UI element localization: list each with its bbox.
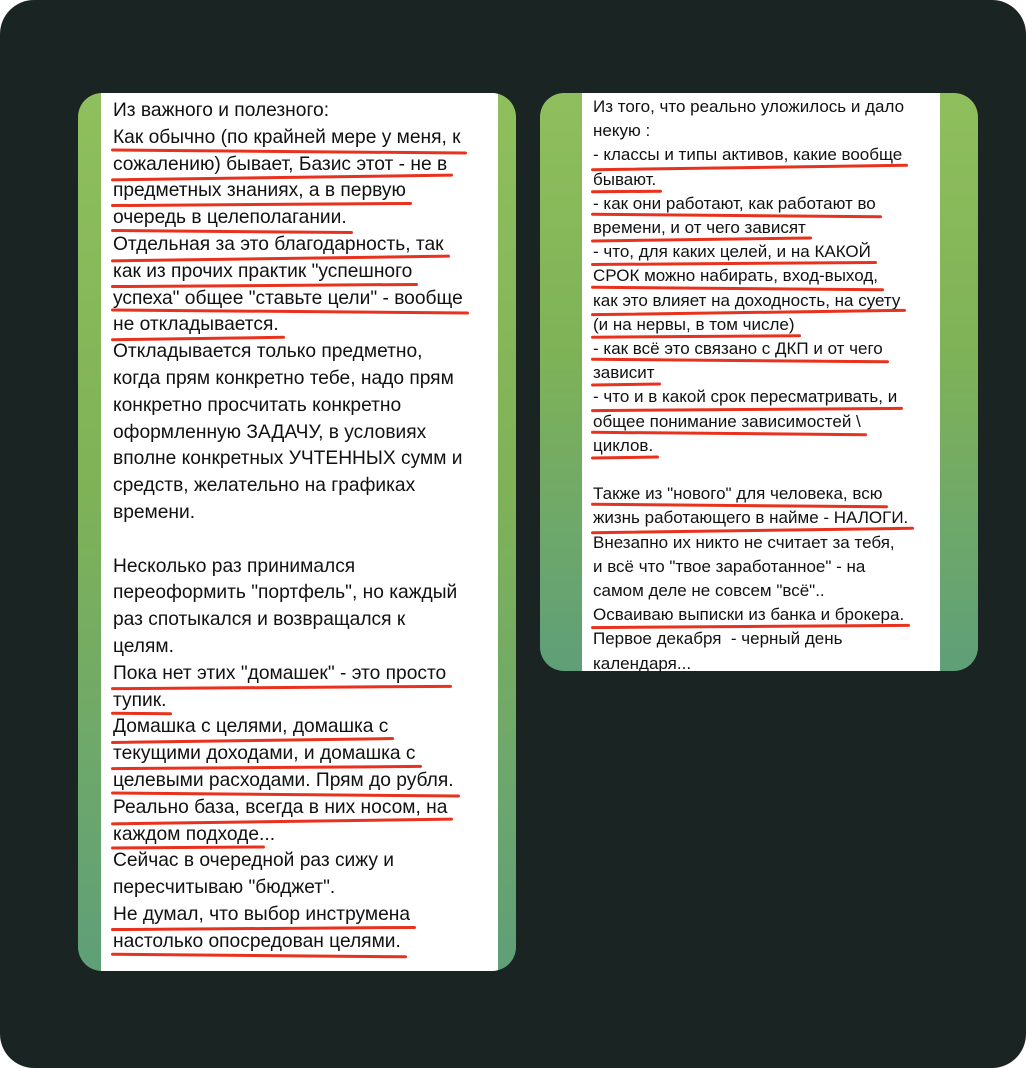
plain-text: пересчитываю "бюджет". xyxy=(113,877,336,899)
plain-text: вполне конкретных УЧТЕННЫХ сумм и xyxy=(113,448,463,470)
underlined-text: как это влияет на доходность, на суету xyxy=(593,289,900,313)
plain-text: времени. xyxy=(113,501,196,523)
right_card-line xyxy=(593,603,908,627)
right_card-line xyxy=(593,385,908,409)
underlined-text: Домашка с целями, домашка с xyxy=(113,714,388,741)
left_card-line xyxy=(113,312,463,339)
left_card-line xyxy=(113,446,463,473)
left_card-line xyxy=(113,902,463,929)
left_card-line xyxy=(113,848,463,875)
left_card-line xyxy=(113,661,463,688)
right_card-line xyxy=(593,289,908,313)
plain-text: целям. xyxy=(113,635,174,657)
left_card-line xyxy=(113,929,463,956)
underlined-text: каждом подходе xyxy=(113,822,259,849)
plain-text: некую : xyxy=(593,121,651,141)
underlined-text: - как всё это связано с ДКП и от чего xyxy=(593,337,883,361)
underlined-text: Реально база, всегда в них носом, на xyxy=(113,795,447,822)
left_card-line xyxy=(113,741,463,768)
right_card-line xyxy=(593,555,908,579)
right_card-line xyxy=(593,434,908,458)
underlined-text: настолько опосредован целями. xyxy=(113,929,401,956)
left_card-line xyxy=(113,420,463,447)
underlined-text: тупик. xyxy=(113,688,166,715)
left_card-line xyxy=(113,98,463,125)
left_card-line xyxy=(113,714,463,741)
right_card-line xyxy=(593,410,908,434)
underlined-text: бывают. xyxy=(593,168,656,192)
underlined-text: времени, и от чего зависят xyxy=(593,216,806,240)
left_card-line xyxy=(113,875,463,902)
left_card-line xyxy=(113,795,463,822)
plain-text: Первое декабря - черный день xyxy=(593,629,843,649)
plain-text: Сейчас в очередной раз сижу и xyxy=(113,850,394,872)
right_card-line xyxy=(593,119,908,143)
left_card-line xyxy=(113,152,463,179)
right_card-line xyxy=(593,143,908,167)
underlined-text: зависит xyxy=(593,361,655,385)
underlined-text: целевыми расходами. Прям до рубля. xyxy=(113,768,454,795)
left_card-line xyxy=(113,339,463,366)
plain-text: Внезапно их никто не считает за тебя, xyxy=(593,532,895,552)
right_card-line xyxy=(593,168,908,192)
underlined-text: - классы и типы активов, какие вообще xyxy=(593,143,902,167)
plain-text: конкретно просчитать конкретно xyxy=(113,394,402,416)
underlined-text: как из прочих практик "успешного xyxy=(113,259,412,286)
underlined-text: сожалению) бывает, Базис этот - не в xyxy=(113,152,447,179)
left_card-line xyxy=(113,125,463,152)
plain-text: Из того, что реально уложилось и дало xyxy=(593,97,905,116)
underlined-text: - как они работают, как работают во xyxy=(593,192,876,216)
text-tail: ... xyxy=(259,823,276,845)
right_card-line xyxy=(593,264,908,288)
left_card-line xyxy=(113,393,463,420)
plain-text: Несколько раз принимался xyxy=(113,555,356,577)
left-message-card xyxy=(78,93,516,971)
underlined-text: очередь в целеполагании. xyxy=(113,205,347,232)
underlined-text: общее понимание зависимостей \ xyxy=(593,410,861,434)
left_card-line xyxy=(113,688,463,715)
left_card-line xyxy=(113,232,463,259)
plain-text: Откладывается только предметно, xyxy=(113,341,423,363)
left-message-text xyxy=(113,98,463,956)
left_card-line xyxy=(113,205,463,232)
left_card-line xyxy=(113,634,463,661)
right_card-line xyxy=(593,579,908,603)
underlined-text: Отдельная за это благодарность, так xyxy=(113,232,444,259)
left_card-line xyxy=(113,500,463,527)
underlined-text: Осваиваю выписки из банка и брокера. xyxy=(593,603,904,627)
plain-text: Из важного и полезного: xyxy=(113,100,330,121)
underlined-text: текущими доходами, и домашка с xyxy=(113,741,416,768)
plain-text: и всё что "твое заработанное" - на xyxy=(593,556,866,576)
left_card-line xyxy=(113,768,463,795)
left_card-line xyxy=(113,178,463,205)
right_card-line xyxy=(593,506,908,530)
underlined-text: (и на нервы, в том числе) xyxy=(593,313,795,337)
left_card-line xyxy=(113,580,463,607)
right_card-line xyxy=(593,240,908,264)
underlined-text: СРОК можно набирать, вход-выход, xyxy=(593,264,878,288)
underlined-text: Также из "нового" для человека, всю xyxy=(593,482,882,506)
plain-text: переоформить "портфель", но каждый xyxy=(113,582,458,604)
plain-text: раз спотыкался и возвращался к xyxy=(113,609,406,631)
right_card-line xyxy=(593,361,908,385)
left_card-line xyxy=(113,822,463,849)
right_card-line xyxy=(593,531,908,555)
underlined-text: предметных знаниях, а в первую xyxy=(113,178,406,205)
underlined-text: - что и в какой срок пересматривать, и xyxy=(593,385,897,409)
left_card-line xyxy=(113,554,463,581)
right_card-line xyxy=(593,482,908,506)
plain-text: самом деле не совсем "всё".. xyxy=(593,581,825,601)
right-message-card xyxy=(540,93,978,671)
left_card-line xyxy=(113,259,463,286)
left_card-line xyxy=(113,607,463,634)
left_card-line xyxy=(113,366,463,393)
right_card-line xyxy=(593,192,908,216)
right_card-line xyxy=(593,337,908,361)
plain-text: средств, желательно на графиках xyxy=(113,475,416,497)
underlined-text: - что, для каких целей, и на КАКОЙ xyxy=(593,240,871,264)
left_card-line xyxy=(113,527,463,554)
right_card-line xyxy=(593,313,908,337)
right_card-line xyxy=(593,627,908,651)
left_card-line xyxy=(113,286,463,313)
underlined-text: Пока нет этих "домашек" - это просто xyxy=(113,661,446,688)
plain-text: оформленную ЗАДАЧУ, в условиях xyxy=(113,421,427,443)
plain-text: когда прям конкретно тебе, надо прям xyxy=(113,367,454,389)
underlined-text: успеха" общее "ставьте цели" - вообще xyxy=(113,286,463,313)
left_card-line xyxy=(113,473,463,500)
right_card-line xyxy=(593,216,908,240)
underlined-text: Как обычно (по крайней мере у меня, к xyxy=(113,125,461,152)
underlined-text: не откладывается. xyxy=(113,312,279,339)
underlined-text: циклов. xyxy=(593,434,653,458)
plain-text: календаря... xyxy=(593,653,692,671)
right_card-line xyxy=(593,458,908,482)
right_card-line xyxy=(593,652,908,671)
right-message-text xyxy=(593,95,908,671)
right_card-line xyxy=(593,95,908,119)
underlined-text: жизнь работающего в найме - НАЛОГИ. xyxy=(593,506,908,530)
underlined-text: Не думал, что выбор инструмена xyxy=(113,902,410,929)
